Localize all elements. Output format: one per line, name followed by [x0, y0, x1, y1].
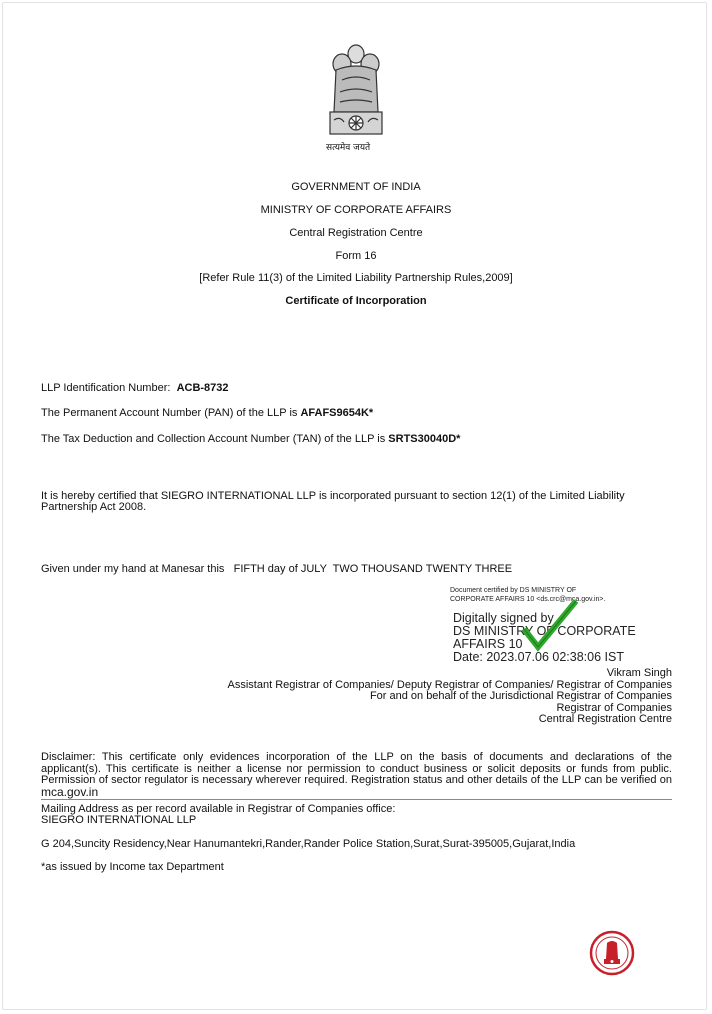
- signed-by-line-3: AFFAIRS 10: [453, 637, 523, 651]
- header-government: GOVERNMENT OF INDIA: [291, 181, 421, 193]
- pan-label: The Permanent Account Number (PAN) of the LLP is: [41, 407, 298, 419]
- certified-by-line-2: CORPORATE AFFAIRS 10 <ds.crc@mca.gov.in>.: [450, 596, 606, 603]
- mailing-address: G 204,Suncity Residency,Near Hanumantekri,Rander,Rander Police Station,Surat,Surat-395005,Gujarat,India: [41, 838, 576, 850]
- divider: [41, 799, 672, 800]
- registrar-block: [228, 668, 672, 726]
- tan-label: The Tax Deduction and Collection Account Number (TAN) of the LLP is: [41, 433, 386, 445]
- header-form: Form 16: [335, 250, 377, 262]
- registrar-title-3: Registrar of Companies: [556, 701, 672, 714]
- llpin-line: [41, 382, 229, 395]
- signature-valid-check-icon: [518, 597, 582, 657]
- mailing-name: SIEGRO INTERNATIONAL LLP: [41, 814, 197, 826]
- emblem-motto: सत्यमेव जयते: [326, 143, 371, 153]
- pan-value: AFAFS9654K*: [300, 407, 374, 419]
- mailing-label: Mailing Address as per record available in Registrar of Companies office:: [41, 803, 396, 815]
- header-rule-reference: [Refer Rule 11(3) of the Limited Liability Partnership Rules,2009]: [199, 272, 513, 284]
- registrar-title-2: For and on behalf of the Jurisdictional Registrar of Companies: [369, 690, 672, 702]
- certification-line-2: Partnership Act 2008.: [41, 501, 147, 513]
- footnote: *as issued by Income tax Department: [41, 861, 224, 873]
- tan-value: SRTS30040D*: [388, 433, 461, 445]
- emblem-seal-icon: [588, 929, 636, 977]
- given-under-hand: Given under my hand at Manesar this FIFTH day of JULY TWO THOUSAND TWENTY THREE: [41, 563, 513, 575]
- disclaimer-text: Disclaimer: This certificate only evidences incorporation of the LLP on the basis of documents and declarations of the applicant(s). This certificate is neither a license nor permission to conduct business or solicit deposits or funds from public. Permission of sector regulator is necessary wherever required. Registration status and other details of the LLP can be verified on: [41, 751, 672, 786]
- tan-line: [41, 433, 460, 446]
- signed-by-line-1: Digitally signed by: [453, 611, 554, 625]
- pan-line: [41, 407, 373, 420]
- llpin-value: ACB-8732: [176, 382, 229, 394]
- registrar-title-4: Central Registration Centre: [538, 713, 672, 725]
- header-centre: Central Registration Centre: [289, 227, 423, 239]
- signature-date: Date: 2023.07.06 02:38:06 IST: [453, 650, 624, 664]
- registrar-name: Vikram Singh: [606, 667, 672, 679]
- page-title: Certificate of Incorporation: [285, 295, 427, 307]
- national-emblem-icon: [322, 40, 390, 158]
- certification-line-1: It is hereby certified that SIEGRO INTERNATIONAL LLP is incorporated pursuant to section 12(1) of the Limited Liability: [41, 490, 625, 502]
- header-ministry: MINISTRY OF CORPORATE AFFAIRS: [260, 204, 452, 216]
- certified-by-line-1: Document certified by DS MINISTRY OF: [450, 587, 577, 594]
- verification-link[interactable]: mca.gov.in: [41, 784, 99, 799]
- signed-by-line-2: DS MINISTRY OF CORPORATE: [453, 624, 636, 638]
- llpin-label: LLP Identification Number:: [41, 382, 171, 394]
- disclaimer: [41, 752, 672, 799]
- registrar-title-1: Assistant Registrar of Companies/ Deputy Registrar of Companies/ Registrar of Companies: [227, 678, 672, 691]
